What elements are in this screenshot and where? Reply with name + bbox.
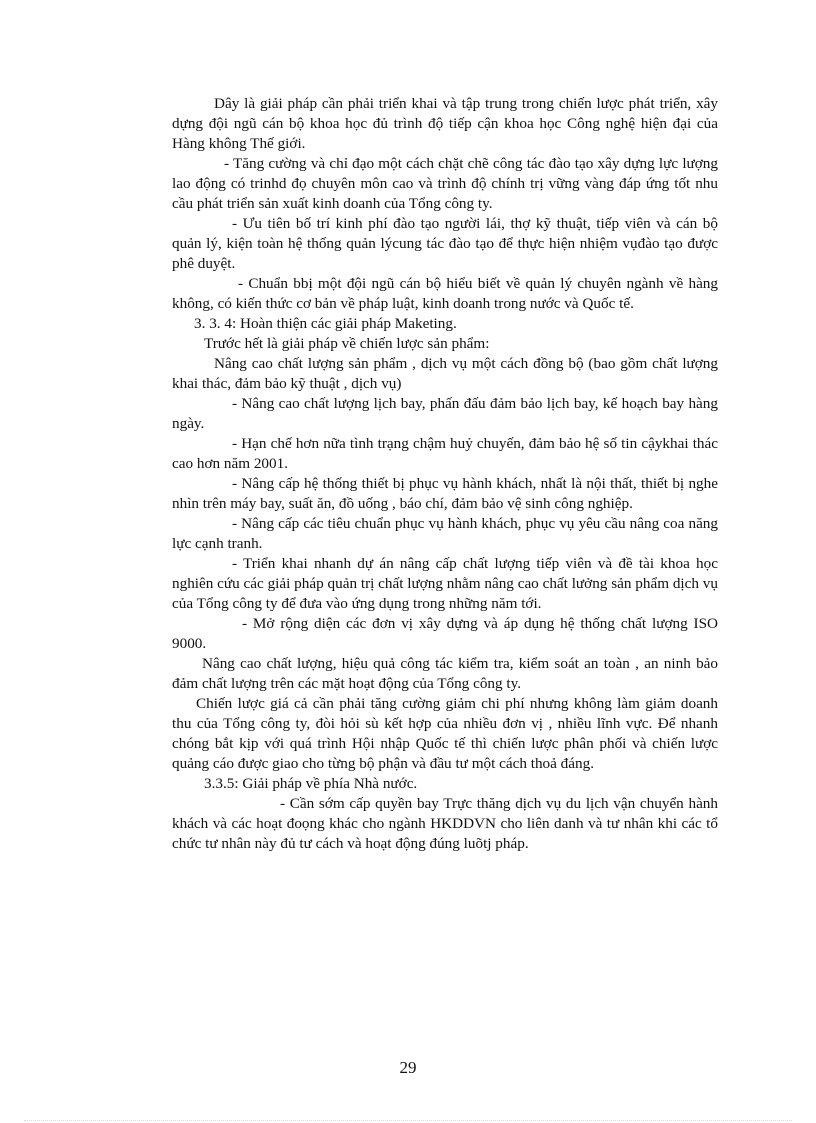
paragraph-equipment-upgrade: - Nâng cấp hệ thống thiết bị phục vụ hành khách, nhất là nội thất, thiết bị nghe nhìn trên máy bay, suất ăn, đồ uống , báo chí, đảm bảo vệ sinh công nghiệp. <box>172 475 718 512</box>
paragraph-intro: Dây là giải pháp cần phải triển khai và tập trung trong chiến lược phát triển, xây dựng đội ngũ cán bộ khoa học đủ trình độ tiếp cận khoa học Công nghệ hiện đại của Hàng không Thế giới. <box>172 95 718 152</box>
paragraph-delay-reduction: - Hạn chế hơn nữa tình trạng chậm huỷ chuyến, đảm bảo hệ số tin cậykhai thác cao hơn năm 2001. <box>172 435 718 472</box>
document-body <box>172 94 718 854</box>
paragraph-safety-control: Nâng cao chất lượng, hiệu quả công tác kiểm tra, kiểm soát an toàn , an ninh bảo đảm chất lượng trên các mặt hoạt động của Tổng công ty. <box>172 655 718 692</box>
paragraph-training-force: - Tăng cường và chỉ đạo một cách chặt chẽ công tác đào tạo xây dựng lực lượng lao động có trinhd đọ chuyên môn cao và trình độ chính trị vững vàng đáp ứng tốt nhu cầu phát triển sản xuất kinh doanh của Tổng công ty. <box>172 155 718 212</box>
paragraph-staff-preparation: - Chuẩn bbị một đội ngũ cán bộ hiểu biết về quản lý chuyên ngành về hàng không, có kiến thức cơ bản về pháp luật, kinh doanh trong nước và Quốc tế. <box>172 275 718 312</box>
paragraph-service-standards: - Nâng cấp các tiêu chuẩn phục vụ hành khách, phục vụ yêu cầu nâng coa năng lực cạnh tranh. <box>172 515 718 552</box>
paragraph-iso-9000: - Mở rộng diện các đơn vị xây dựng và áp dụng hệ thống chất lượng ISO 9000. <box>172 615 718 652</box>
paragraph-price-strategy: Chiến lược giá cả cần phải tăng cường giảm chi phí nhưng không làm giảm doanh thu của Tổng công ty, đòi hỏi sù kết hợp của nhiều đơn vị , nhiều lĩnh vực. Để nhanh chóng bắt kịp với quá trình Hội nhập Quốc tế thì chiến lược phân phối và chiến lược quảng cáo được giao cho từng bộ phận và đầu tư một cách thoả đáng. <box>172 695 718 772</box>
page-bottom-divider <box>24 1120 792 1121</box>
section-heading-marketing: 3. 3. 4: Hoàn thiện các giải pháp Maketing. <box>194 315 457 332</box>
paragraph-crew-quality: - Triển khai nhanh dự án nâng cấp chất lượng tiếp viên và đề tài khoa học nghiên cứu các giải pháp quản trị chất lượng nhằm nâng cao chất lưởng sản phẩm dịch vụ của Tổng công ty để đưa vào ứng dụng trong những năm tới. <box>172 555 718 612</box>
paragraph-flight-schedule: - Nâng cao chất lượng lịch bay, phấn đấu đảm bảo lịch bay, kế hoạch bay hàng ngày. <box>172 395 718 432</box>
section-heading-state-solutions: 3.3.5: Giải pháp về phía Nhà nước. <box>204 775 418 792</box>
page-number: 29 <box>399 1058 417 1077</box>
paragraph-quality-improvement: Nâng cao chất lượng sản phẩm , dịch vụ một cách đồng bộ (bao gồm chất lượng khai thác, đảm bảo kỹ thuật , dịch vụ) <box>172 355 718 392</box>
paragraph-helicopter-rights: - Cần sớm cấp quyền bay Trực thăng dịch vụ du lịch vận chuyển hành khách và các hoạt đoọng khác cho ngành HKDDVN cho liên danh và tư nhân khi các tổ chức tư nhân này đủ tư cách và hoạt động đúng luõtj pháp. <box>172 795 718 852</box>
paragraph-budget-priority: - Ưu tiên bố trí kinh phí đào tạo người lái, thợ kỹ thuật, tiếp viên và cán bộ quản lý, kiện toàn hệ thống quản lýcung tác đào tạo để thực hiện nhiệm vụđào tạo được phê duyệt. <box>172 215 718 272</box>
paragraph-product-strategy: Trước hết là giải pháp về chiến lược sản phẩm: <box>204 335 490 352</box>
